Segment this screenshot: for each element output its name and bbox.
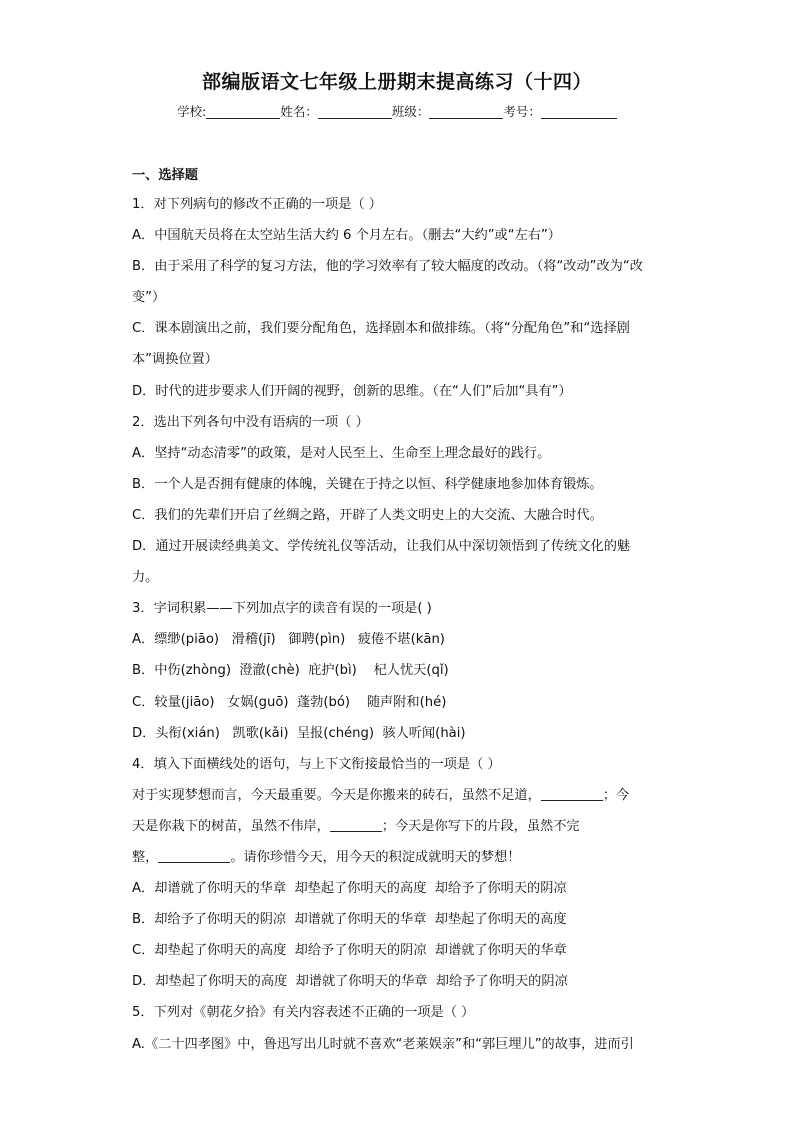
- question-5-stem: 5．下列对《朝花夕拾》有关内容表述不正确的一项是（ ）: [132, 1005, 475, 1021]
- id-label: 考号：: [503, 104, 541, 119]
- passage-text: 整，: [132, 849, 159, 865]
- option-line: C．课本剧演出之前，我们要分配角色，选择剧本和做排练。（将“分配角色”和“选择剧: [132, 321, 630, 337]
- fill-blank-2[interactable]: [330, 817, 382, 832]
- option-line: C．却垫起了你明天的高度 却给予了你明天的阴凉 却谱就了你明天的华章: [132, 943, 567, 959]
- passage-line: [132, 811, 662, 842]
- name-label: 姓名：: [280, 104, 318, 119]
- option-line: B．却给予了你明天的阴凉 却谱就了你明天的华章 却垫起了你明天的高度: [132, 912, 567, 928]
- student-info-row: [0, 102, 794, 120]
- option-line: D．却垫起了你明天的高度 却谱就了你明天的华章 却给予了你明天的阴凉: [132, 974, 568, 990]
- option-line-continued: 本”调换位置）: [132, 352, 218, 368]
- question-3-stem: 3．字词积累——下列加点字的读音有误的一项是( ): [132, 601, 432, 617]
- passage-text: ；今天是你写下的片段，虽然不完: [381, 818, 580, 834]
- option-line: D．通过开展读经典美文、学传统礼仪等活动，让我们从中深切领悟到了传统文化的魅: [132, 539, 631, 555]
- question-2-stem: 2．选出下列各句中没有语病的一项（ ）: [132, 414, 369, 430]
- question-1-stem: 1．对下列病句的修改不正确的一项是（ ）: [132, 197, 382, 212]
- passage-line: [132, 780, 662, 811]
- passage-line: [132, 842, 662, 873]
- option-line: D．时代的进步要求人们开阔的视野，创新的思维。（在“人们”后加“具有”）: [132, 383, 572, 399]
- passage-text: ；今: [602, 787, 630, 803]
- option-line-continued: 力。: [132, 570, 159, 586]
- option-line: B．一个人是否拥有健康的体魄，关键在于持之以恒、科学健康地参加体育锻炼。: [132, 476, 603, 492]
- question-4-stem: 4．填入下面横线处的语句，与上下文衔接最恰当的一项是（ ）: [132, 756, 501, 772]
- passage-text: 。请你珍惜今天，用今天的积淀成就明天的梦想！: [230, 849, 521, 865]
- passage-text: 天是你栽下的树苗，虽然不伟岸，: [132, 818, 330, 834]
- fill-blank-3[interactable]: [158, 848, 230, 863]
- school-blank[interactable]: [206, 105, 280, 119]
- section-heading: 一、选择题: [132, 168, 198, 183]
- school-label: 学校:: [177, 104, 207, 119]
- page-title: 部编版语文七年级上册期末提高练习（十四）: [201, 71, 592, 93]
- class-blank[interactable]: [429, 105, 503, 119]
- option-line: A.《二十四孝图》中，鲁迅写出儿时就不喜欢“老莱娱亲”和“郭巨埋儿”的故事，进而引: [132, 1036, 634, 1052]
- option-line-continued: 变”）: [132, 290, 166, 306]
- option-line: A．中国航天员将在太空站生活大约 6 个月左右。（删去“大约”或“左右”）: [132, 228, 561, 244]
- class-label: 班级：: [391, 104, 430, 119]
- option-line: C．较量(jiāo) 女娲(guō) 蓬勃(bó) 随声附和(hé): [132, 694, 447, 710]
- fill-blank-1[interactable]: [541, 786, 603, 801]
- option-line: A．坚持“动态清零”的政策，是对人民至上、生命至上理念最好的践行。: [132, 445, 551, 461]
- option-line: C．我们的先辈们开启了丝绸之路，开辟了人类文明史上的大交流、大融合时代。: [132, 507, 603, 523]
- option-line: B．中伤(zhòng) 澄澈(chè) 庇护(bì) 杞人忧天(qǐ): [132, 663, 449, 679]
- option-line: A．缥缈(piāo) 滑稽(jī) 御聘(pìn) 疲倦不堪(kān): [132, 632, 445, 648]
- name-blank[interactable]: [318, 105, 392, 119]
- option-line: A．却谱就了你明天的华章 却垫起了你明天的高度 却给予了你明天的阴凉: [132, 881, 567, 897]
- question-body: [132, 166, 662, 1060]
- option-line: D．头衔(xián) 凯歌(kǎi) 呈报(chéng) 骇人听闻(hài): [132, 725, 466, 741]
- passage-text: 对于实现梦想而言，今天最重要。今天是你搬来的砖石，虽然不足道，: [132, 787, 541, 803]
- option-line: B．由于采用了科学的复习方法，他的学习效率有了较大幅度的改动。（将“改动”改为“改: [132, 259, 643, 275]
- id-blank[interactable]: [541, 105, 617, 119]
